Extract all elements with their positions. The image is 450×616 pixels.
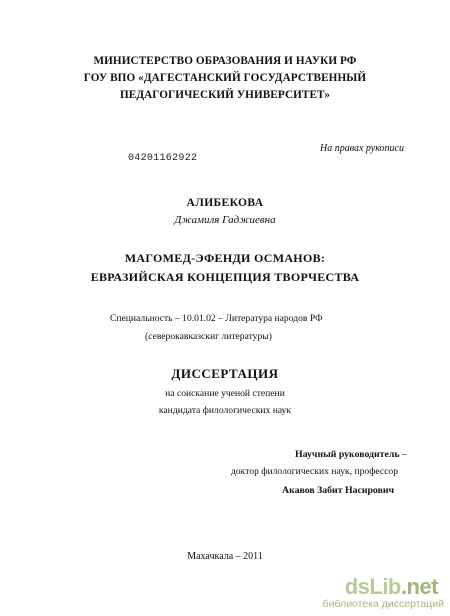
- advisor-academic-title: доктор филологических наук, профессор: [231, 466, 399, 477]
- city-year: Махачкала – 2011: [187, 551, 263, 562]
- dissertation-title-line-1: МАГОМЕД-ЭФЕНДИ ОСМАНОВ:: [124, 251, 326, 265]
- dslib-watermark: [309, 576, 444, 612]
- dissertation-heading: ДИССЕРТАЦИЯ: [171, 366, 279, 381]
- watermark-logo-main: dsLib: [344, 574, 401, 599]
- degree-line-2: кандидата филологических наук: [158, 405, 292, 416]
- author-last-name: АЛИБЕКОВА: [186, 197, 264, 209]
- dissertation-title-line-2: ЕВРАЗИЙСКАЯ КОНЦЕПЦИЯ ТВОРЧЕСТВА: [90, 270, 360, 284]
- ministry-header-line-1: МИНИСТЕРСТВО ОБРАЗОВАНИЯ И НАУКИ РФ: [93, 55, 357, 67]
- advisor-name: Акавов Забит Насирович: [282, 485, 395, 496]
- specialty-line-1: Специальность – 10.01.02 – Литература народов РФ: [110, 313, 323, 324]
- advisor-role: [295, 450, 407, 460]
- ministry-header-line-3: ПЕДАГОГИЧЕСКИЙ УНИВЕРСИТЕТ»: [119, 89, 331, 101]
- rights-note: На правах рукописи: [320, 143, 404, 154]
- watermark-logo-tld: .net: [400, 574, 438, 599]
- watermark-caption: библиотека диссертаций: [322, 598, 444, 610]
- advisor-role-dash: –: [399, 449, 407, 460]
- specialty-line-2: (северокавказскиг литературы): [145, 331, 272, 342]
- ministry-header-line-2: ГОУ ВПО «ДАГЕСТАНСКИЙ ГОСУДАРСТВЕННЫЙ: [83, 72, 367, 84]
- author-first-names: Джамиля Гаджиевна: [174, 214, 276, 226]
- degree-line-1: на соискание ученой степени: [165, 388, 285, 399]
- library-stamp-number: 04201162922: [128, 153, 198, 164]
- advisor-role-label: Научный руководитель: [295, 449, 400, 460]
- watermark-logo: [345, 576, 438, 598]
